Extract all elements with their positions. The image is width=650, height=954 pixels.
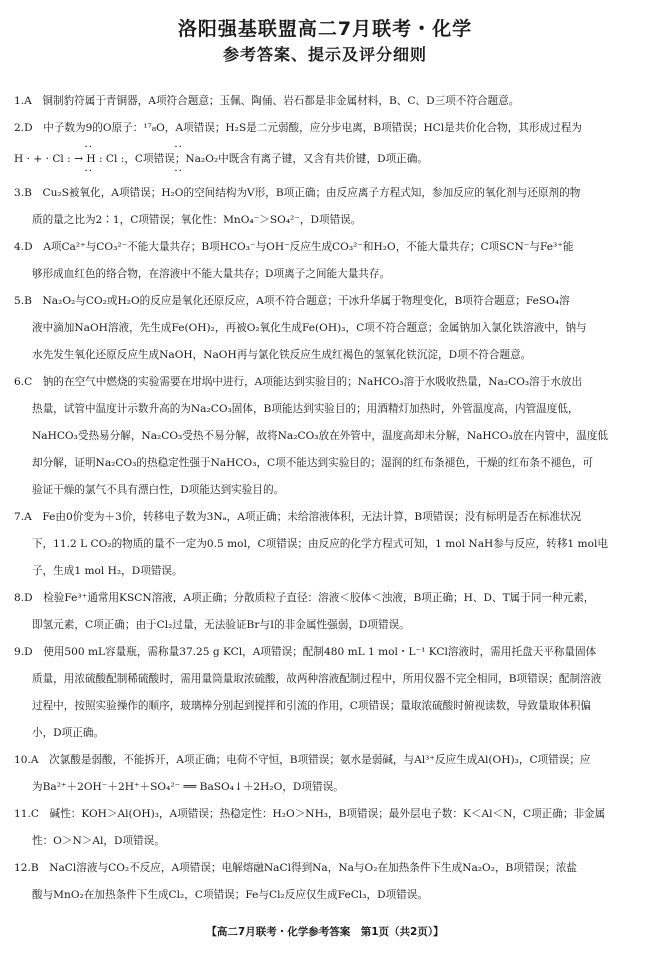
answer-5-line-2: 液中滴加NaOH溶液，先生成Fe(OH)₂，再被O₂氧化生成Fe(OH)₃，C项不符合题意；金属钠加入氯化铁溶液中，钠与	[32, 322, 587, 334]
answer-2-line-1: 2.D 中子数为9的O原子：¹⁷₈O，A项错误；H₂S是二元弱酸，应分步电离，B项错误；HCl是共价化合物，其形成过程为	[14, 122, 582, 134]
answer-7-line-3: 子，生成1 mol H₂，D项错误。	[32, 565, 183, 577]
answer-2-line-2: H · + · Cl : → H : Cl :，C项错误；Na₂O₂中既含有离子键，又含有共价键，D项正确。	[14, 153, 428, 165]
answer-9-line-1: 9.D 使用500 mL容量瓶，需称量37.25 g KCl，A项错误；配制480 mL 1 mol・L⁻¹ KCl溶液时，需用托盘天平称量固体	[14, 646, 597, 658]
answer-11-line-2: 性：O＞N＞Al，D项错误。	[32, 835, 165, 847]
answer-5-line-1: 5.B Na₂O₂与CO₂或H₂O的反应是氧化还原反应，A项不符合题意；干冰升华属于物理变化，B项符合题意；FeSO₄溶	[14, 295, 570, 307]
answer-7-line-1: 7.A Fe由0价变为＋3价，转移电子数为3Nₐ，A项正确；未给溶液体积，无法计算，B项错误；没有标明是否在标准状况	[14, 511, 582, 523]
answer-4-line-2: 够形成血红色的络合物，在溶液中不能大量共存；D项离子之间能大量共存。	[32, 268, 391, 280]
electron-dots-bottom: ·· ··	[38, 165, 184, 177]
answer-6-line-3: NaHCO₃受热易分解，Na₂CO₃受热不易分解，故将Na₂CO₃放在外管中，温度高却未分解，NaHCO₃放在内管中，温度低	[32, 430, 609, 442]
page-title: 洛阳强基联盟高二7月联考・化学	[177, 18, 473, 40]
electron-dots-top: ·· ··	[38, 141, 184, 153]
answer-4-line-1: 4.D A项Ca²⁺与CO₃²⁻不能大量共存；B项HCO₃⁻与OH⁻反应生成CO₃²⁻和H₂O，不能大量共存；C项SCN⁻与Fe³⁺能	[14, 241, 574, 253]
answer-10-line-2: 为Ba²⁺＋2OH⁻＋2H⁺＋SO₄²⁻ ══ BaSO₄↓＋2H₂O，D项错误。	[32, 781, 344, 793]
answer-8-line-2: 即氢元素，C项正确；由于Cl₂过量，无法验证Br与I的非金属性强弱，D项错误。	[32, 619, 410, 631]
answer-11-line-1: 11.C 碱性：KOH＞Al(OH)₃，A项错误；热稳定性：H₂O＞NH₃，B项错误；最外层电子数：K＜Al＜N，C项正确；非金属	[14, 808, 606, 820]
answer-6-line-4: 却分解，证明Na₂CO₃的热稳定性强于NaHCO₃，C项不能达到实验目的；湿润的红布条褪色，干燥的红布条不褪色，可	[32, 457, 593, 469]
answer-1-line-1: 1.A 铜制豹符属于青铜器，A项符合题意；玉佩、陶俑、岩石都是非金属材料，B、C、D三项不符合题意。	[14, 95, 520, 107]
answer-8-line-1: 8.D 检验Fe³⁺通常用KSCN溶液，A项正确；分散质粒子直径：溶液＜胶体＜浊液，B项正确；H、D、T属于同一种元素，	[14, 592, 595, 604]
page-subtitle: 参考答案、提示及评分细则	[222, 45, 427, 64]
answer-9-line-2: 质量，用浓硫酸配制稀硫酸时，需用量筒量取浓硫酸，故两种溶液配制过程中，所用仪器不完全相同，B项错误；配制溶液	[32, 673, 602, 685]
page-footer: 【高二7月联考・化学参考答案 第1页（共2页）】	[206, 926, 444, 938]
answer-3-line-2: 质的量之比为2∶1，C项错误；氧化性：MnO₄⁻＞SO₄²⁻，D项错误。	[32, 214, 362, 226]
answer-12-line-2: 酸与MnO₂在加热条件下生成Cl₂，C项错误；Fe与Cl₂反应仅生成FeCl₃，D项错误。	[32, 889, 428, 901]
answer-12-line-1: 12.B NaCl溶液与CO₂不反应，A项错误；电解熔融NaCl得到Na，Na与O₂在加热条件下生成Na₂O₂，B项错误；浓盐	[14, 862, 577, 874]
answer-9-line-3: 过程中，按照实验操作的顺序，玻璃棒分别起到搅拌和引流的作用，C项错误；量取浓硫酸时俯视读数，导致量取体积偏	[32, 700, 591, 712]
answer-6-line-1: 6.C 钠的在空气中燃烧的实验需要在坩埚中进行，A项能达到实验目的；NaHCO₃溶于水吸收热量，Na₂CO₃溶于水放出	[14, 376, 583, 388]
answer-3-line-1: 3.B Cu₂S被氧化，A项错误；H₂O的空间结构为V形，B项正确；由反应离子方程式知，参加反应的氧化剂与还原剂的物	[14, 187, 581, 199]
answer-7-line-2: 下，11.2 L CO₂的物质的量不一定为0.5 mol，C项错误；由反应的化学方程式可知，1 mol NaH参与反应，转移1 mol电	[32, 538, 608, 550]
answer-5-line-3: 水先发生氧化还原反应生成NaOH，NaOH再与氯化铁反应生成红褐色的氢氧化铁沉淀，D项不符合题意。	[32, 349, 532, 361]
answer-10-line-1: 10.A 次氯酸是弱酸，不能拆开，A项正确；电荷不守恒，B项错误；氨水是弱碱，与Al³⁺反应生成Al(OH)₃，C项错误；应	[14, 754, 591, 766]
answer-list	[14, 88, 638, 909]
answer-6-line-2: 热量，试管中温度计示数升高的为Na₂CO₃固体，B项能达到实验目的；用酒精灯加热时，外管温度高，内管温度低，	[32, 403, 579, 415]
answer-9-line-4: 小，D项正确。	[32, 727, 105, 739]
answer-6-line-5: 验证干燥的氯气不具有漂白性，D项能达到实验目的。	[32, 484, 285, 496]
